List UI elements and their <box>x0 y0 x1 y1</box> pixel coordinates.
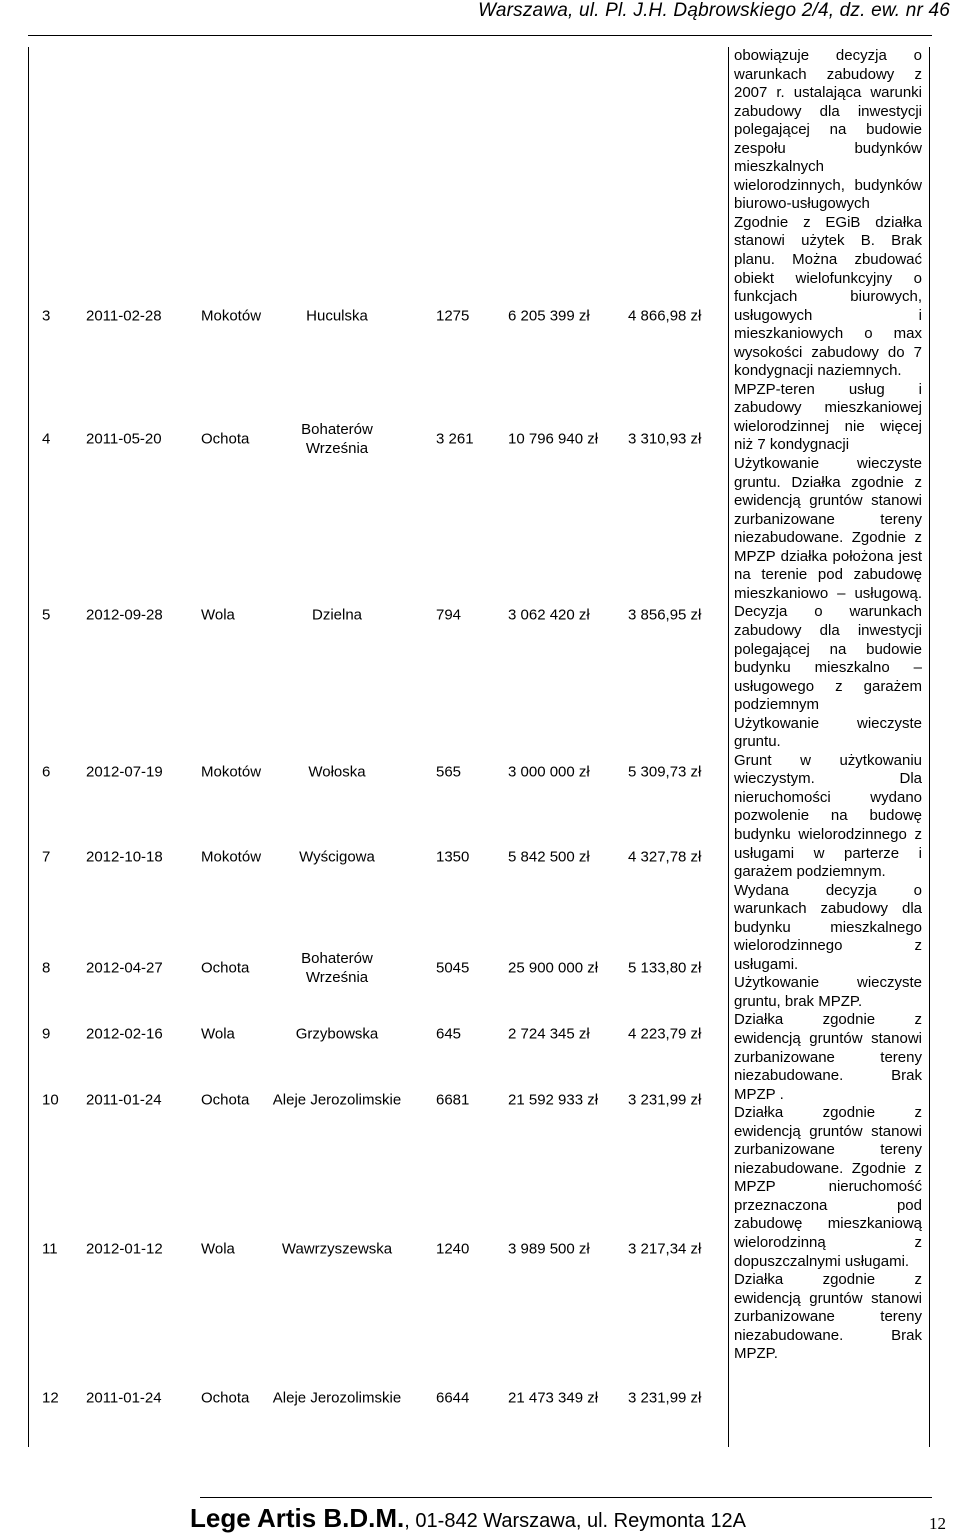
cell-district: Ochota <box>201 1091 250 1109</box>
remark-paragraph: Działka zgodnie z ewidencją gruntów stanowi zurbanizowane tereny niezabudowane. Zgodnie z MPZP nieruchomość przeznaczona pod zabudowę mieszkaniową wielorodzinną z dopuszczalnymi usługami. <box>734 1104 922 1270</box>
page-number: 12 <box>929 1514 946 1533</box>
remark-paragraph: Użytkowanie wieczyste gruntu, brak MPZP. <box>734 974 922 1010</box>
cell-street: Aleje Jerozolimskie <box>272 1389 402 1407</box>
cell-unit-price: 4 327,78 zł <box>628 848 702 866</box>
cell-area: 794 <box>436 606 462 624</box>
cell-area: 6681 <box>436 1091 470 1109</box>
footer-rule <box>200 1497 932 1498</box>
cell-district: Ochota <box>201 959 250 977</box>
cell-date: 2011-05-20 <box>86 430 162 448</box>
cell-date: 2011-01-24 <box>86 1389 162 1407</box>
cell-unit-price: 5 309,73 zł <box>628 763 702 781</box>
cell-unit-price: 3 231,99 zł <box>628 1389 702 1407</box>
page-header-address: Warszawa, ul. Pl. J.H. Dąbrowskiego 2/4, dz. ew. nr 46 <box>478 0 950 21</box>
cell-district: Ochota <box>201 430 250 448</box>
cell-street: Wołoska <box>308 763 366 781</box>
cell-no: 8 <box>42 959 51 977</box>
cell-price: 6 205 399 zł <box>508 307 590 325</box>
remark-paragraph: Użytkowanie wieczyste gruntu. <box>734 714 922 751</box>
cell-unit-price: 4 223,79 zł <box>628 1025 702 1043</box>
cell-no: 9 <box>42 1025 51 1043</box>
cell-date: 2012-02-16 <box>86 1025 163 1043</box>
cell-no: 12 <box>42 1389 59 1407</box>
cell-unit-price: 3 856,95 zł <box>628 606 702 624</box>
cell-no: 4 <box>42 430 51 448</box>
cell-area: 5045 <box>436 959 470 977</box>
remark-paragraph: Działka zgodnie z ewidencją gruntów stanowi zurbanizowane tereny niezabudowane. Brak MPZP . <box>734 1011 922 1103</box>
cell-district: Wola <box>201 1025 235 1043</box>
cell-district: Wola <box>201 606 235 624</box>
cell-district: Mokotów <box>201 307 262 325</box>
header-rule <box>28 35 932 36</box>
remark-paragraph: Użytkowanie wieczyste gruntu. Działka zgodnie z ewidencją gruntów stanowi zurbanizowane tereny niezabudowane. Zgodnie z MPZP działka położona jest na terenie pod zabudowę mieszkaniowo – usługową. Decyzja o warunkach zabudowy dla inwestycji polegającej na budowie budynku mieszkalno – usługowego z garażem podziemnym <box>734 455 922 714</box>
cell-price: 3 062 420 zł <box>508 606 590 624</box>
cell-unit-price: 5 133,80 zł <box>628 959 702 977</box>
cell-unit-price: 3 217,34 zł <box>628 1240 702 1258</box>
cell-price: 3 989 500 zł <box>508 1240 590 1258</box>
cell-street: Wawrzyszewska <box>281 1240 393 1258</box>
cell-district: Mokotów <box>201 763 262 781</box>
footer <box>190 1503 746 1534</box>
cell-area: 645 <box>436 1025 462 1043</box>
cell-date: 2011-01-24 <box>86 1091 162 1109</box>
cell-unit-price: 4 866,98 zł <box>628 307 702 325</box>
footer-address: , 01-842 Warszawa, ul. Reymonta 12A <box>404 1510 746 1532</box>
cell-date: 2012-10-18 <box>86 848 163 866</box>
cell-street: Grzybowska <box>295 1025 379 1043</box>
cell-date: 2011-02-28 <box>86 307 162 325</box>
remark-paragraph: Działka zgodnie z ewidencją gruntów stanowi zurbanizowane tereny niezabudowane. Brak MPZP. <box>734 1271 922 1363</box>
cell-street: Aleje Jerozolimskie <box>272 1091 402 1109</box>
cell-street: Huculska <box>306 307 368 325</box>
remark-paragraph: obowiązuje decyzja o warunkach zabudowy z 2007 r. ustalająca warunki zabudowy dla inwestycji polegającej na budowie zespołu budynków mieszkalnych wielorodzinnych, budynków biurowo-usługowych <box>734 47 922 213</box>
cell-date: 2012-09-28 <box>86 606 163 624</box>
table-border-left <box>28 47 29 1447</box>
remarks-column <box>734 47 922 1364</box>
cell-district: Wola <box>201 1240 235 1258</box>
footer-brand: Lege Artis B.D.M. <box>190 1503 405 1533</box>
cell-price: 10 796 940 zł <box>508 430 599 448</box>
cell-area: 3 261 <box>436 430 474 448</box>
cell-no: 11 <box>42 1240 58 1258</box>
cell-district: Ochota <box>201 1389 250 1407</box>
remark-paragraph: MPZP-teren usług i zabudowy mieszkaniowej wielorodzinnej nie więcej niż 7 kondygnacji <box>734 380 922 454</box>
cell-area: 6644 <box>436 1389 470 1407</box>
cell-price: 2 724 345 zł <box>508 1025 590 1043</box>
cell-district: Mokotów <box>201 848 262 866</box>
remark-paragraph: Grunt w użytkowaniu wieczystym. Dla nieruchomości wydano pozwolenie na budowę budynku wielorodzinnego z usługami w parterze i garażem podziemnym. <box>734 751 922 881</box>
table-column-divider <box>728 47 729 1447</box>
cell-street: Bohaterów Września <box>301 421 373 457</box>
cell-price: 21 592 933 zł <box>508 1091 599 1109</box>
cell-no: 7 <box>42 848 51 866</box>
cell-area: 1350 <box>436 848 470 866</box>
cell-date: 2012-07-19 <box>86 763 163 781</box>
cell-no: 10 <box>42 1091 59 1109</box>
cell-area: 1240 <box>436 1240 470 1258</box>
cell-street: Bohaterów Września <box>301 950 373 986</box>
table-border-right <box>929 47 930 1447</box>
cell-area: 565 <box>436 763 462 781</box>
cell-price: 5 842 500 zł <box>508 848 590 866</box>
cell-street: Dzielna <box>311 606 363 624</box>
cell-area: 1275 <box>436 307 470 325</box>
remark-paragraph: Zgodnie z EGiB działka stanowi użytek B. Brak planu. Można zbudować obiekt wielofunkcyjny o funkcjach biurowych, usługowych i mieszkaniowych o max wysokości zabudowy do 7 kondygnacji naziemnych. <box>734 213 922 380</box>
remark-paragraph: Wydana decyzja o warunkach zabudowy dla budynku mieszkalnego wielorodzinnego z usługami. <box>734 881 922 973</box>
cell-no: 5 <box>42 606 51 624</box>
cell-price: 25 900 000 zł <box>508 959 599 977</box>
cell-date: 2012-01-12 <box>86 1240 163 1258</box>
cell-unit-price: 3 310,93 zł <box>628 430 702 448</box>
cell-unit-price: 3 231,99 zł <box>628 1091 702 1109</box>
cell-price: 3 000 000 zł <box>508 763 590 781</box>
cell-price: 21 473 349 zł <box>508 1389 599 1407</box>
cell-street: Wyścigowa <box>299 848 375 866</box>
cell-date: 2012-04-27 <box>86 959 163 977</box>
cell-no: 6 <box>42 763 51 781</box>
cell-no: 3 <box>42 307 51 325</box>
